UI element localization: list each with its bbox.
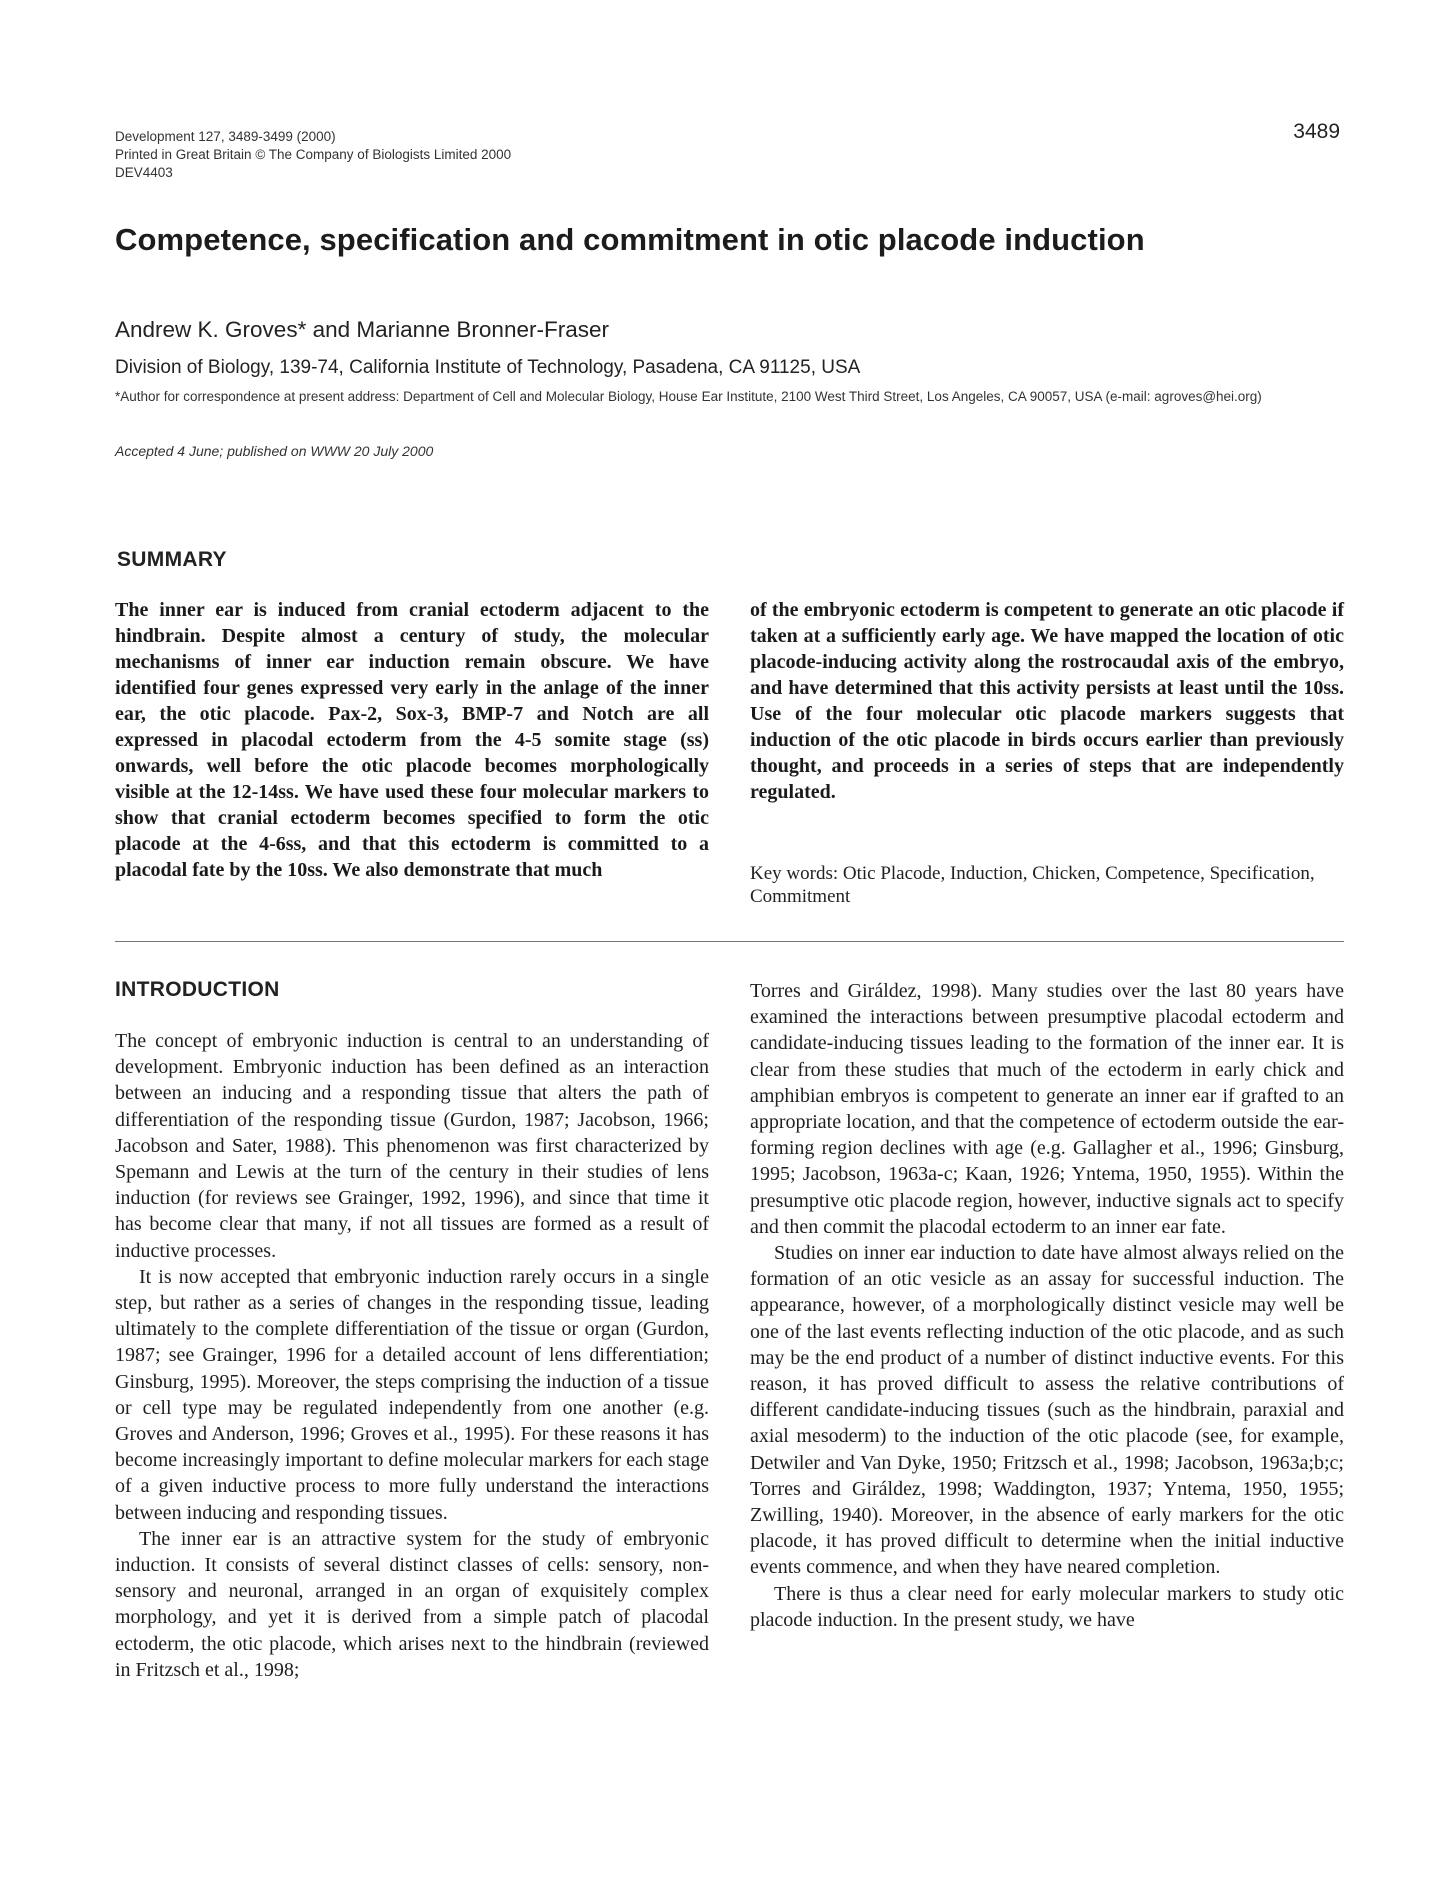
author-list: Andrew K. Groves* and Marianne Bronner-Fraser	[115, 317, 609, 342]
journal-citation: Development 127, 3489-3499 (2000)	[115, 129, 336, 144]
paragraph: Torres and Giráldez, 1998). Many studies over the last 80 years have examined the interactions between presumptive placodal ectoderm and candidate-inducing tissues leading to the formation of the inner ear. It is clear from these studies that much of the ectoderm in early chick and amphibian embryos is competent to generate an inner ear if grafted to an appropriate location, and that the competence of ectoderm outside the ear-forming region declines with age (e.g. Gallagher et al., 1996; Ginsburg, 1995; Jacobson, 1963a-c; Kaan, 1926; Yntema, 1950, 1955). Within the presumptive otic placode region, however, inductive signals act to specify and then commit the placodal ectoderm to an inner ear fate.	[750, 980, 1344, 1238]
journal-header	[115, 128, 511, 182]
introduction-column-right	[750, 978, 1344, 1633]
summary-column-right: of the embryonic ectoderm is competent to generate an otic placode if taken at a sufficiently early age. We have mapped the location of otic placode-inducing activity along the rostrocaudal axis of the embryo, and have determined that this activity persists at least until the 10ss. Use of the four molecular otic placode markers suggests that induction of the otic placode in birds occurs earlier than previously thought, and proceeds in a series of steps that are independently regulated.	[750, 599, 1344, 803]
paragraph: The inner ear is an attractive system for the study of embryonic induction. It consists of several distinct classes of cells: sensory, non-sensory and neuronal, arranged in an organ of exquisitely complex morphology, and yet it is derived from a simple patch of placodal ectoderm, the otic placode, which arises next to the hindbrain (reviewed in Fritzsch et al., 1998;	[115, 1527, 709, 1681]
paragraph: The concept of embryonic induction is central to an understanding of development. Embryonic induction has been defined as an interaction between an inducing and a responding tissue that alters the path of differentiation of the responding tissue (Gurdon, 1987; Jacobson, 1966; Jacobson and Sater, 1988). This phenomenon was first characterized by Spemann and Lewis at the turn of the century in their studies of lens induction (for reviews see Grainger, 1992, 1996), and since that time it has become clear that many, if not all tissues are formed as a result of inductive processes.	[115, 1030, 709, 1262]
article-title: Competence, specification and commitment in otic placode induction	[115, 222, 1145, 257]
copyright-line: Printed in Great Britain © The Company of Biologists Limited 2000	[115, 147, 512, 162]
correspondence-note: *Author for correspondence at present address: Department of Cell and Molecular Biology, House Ear Institute, 2100 West Third Street, Los Angeles, CA 90057, USA (e-mail: agroves@hei.org)	[115, 389, 1262, 404]
paragraph: It is now accepted that embryonic induction rarely occurs in a single step, but rather as a series of changes in the responding tissue, leading ultimately to the complete differentiation of the tissue or organ (Gurdon, 1987; see Grainger, 1996 for a detailed account of lens differentiation; Ginsburg, 1995). Moreover, the steps comprising the induction of a tissue or cell type may be regulated independently from one another (e.g. Groves and Anderson, 1996; Groves et al., 1995). For these reasons it has become increasingly important to define molecular markers for each stage of a given inductive process to more fully understand the interactions between inducing and responding tissues.	[115, 1265, 709, 1524]
section-divider	[115, 941, 1344, 942]
summary-column-left: The inner ear is induced from cranial ectoderm adjacent to the hindbrain. Despite almost a century of study, the molecular mechanisms of inner ear induction remain obscure. We have identified four genes expressed very early in the anlage of the inner ear, the otic placode. Pax-2, Sox-3, BMP-7 and Notch are all expressed in placodal ectoderm from the 4-5 somite stage (ss) onwards, well before the otic placode becomes morphologically visible at the 12-14ss. We have used these four molecular markers to show that cranial ectoderm becomes specified to form the otic placode at the 4-6ss, and that this ectoderm is committed to a placodal fate by the 10ss. We also demonstrate that much	[115, 599, 709, 881]
paragraph: There is thus a clear need for early molecular markers to study otic placode induction. In the present study, we have	[750, 1582, 1344, 1631]
paragraph: Studies on inner ear induction to date have almost always relied on the formation of an otic vesicle as an assay for successful induction. The appearance, however, of a morphologically distinct vesicle may well be one of the last events reflecting induction of the otic placode, and as such may be the end product of a number of distinct inductive events. For this reason, it has proved difficult to assess the relative contributions of different candidate-inducing tissues (such as the hindbrain, paraxial and axial mesoderm) to the induction of the otic placode (see, for example, Detwiler and Van Dyke, 1950; Fritzsch et al., 1998; Jacobson, 1963a;b;c; Torres and Giráldez, 1998; Waddington, 1937; Yntema, 1950, 1955; Zwilling, 1940). Moreover, in the absence of early markers for the otic placode, it has proved difficult to determine when the initial inductive events commence, and when they have neared completion.	[750, 1242, 1344, 1579]
author-affiliation: Division of Biology, 139-74, California Institute of Technology, Pasadena, CA 91125, USA	[115, 357, 861, 378]
introduction-heading: INTRODUCTION	[115, 978, 280, 1001]
publication-dates: Accepted 4 June; published on WWW 20 July 2000	[115, 443, 434, 459]
page-number: 3489	[1293, 120, 1340, 143]
manuscript-code: DEV4403	[115, 165, 173, 180]
keywords: Key words: Otic Placode, Induction, Chicken, Competence, Specification, Commitment	[750, 863, 1315, 907]
summary-heading: SUMMARY	[117, 548, 227, 571]
introduction-column-left	[115, 1028, 709, 1683]
